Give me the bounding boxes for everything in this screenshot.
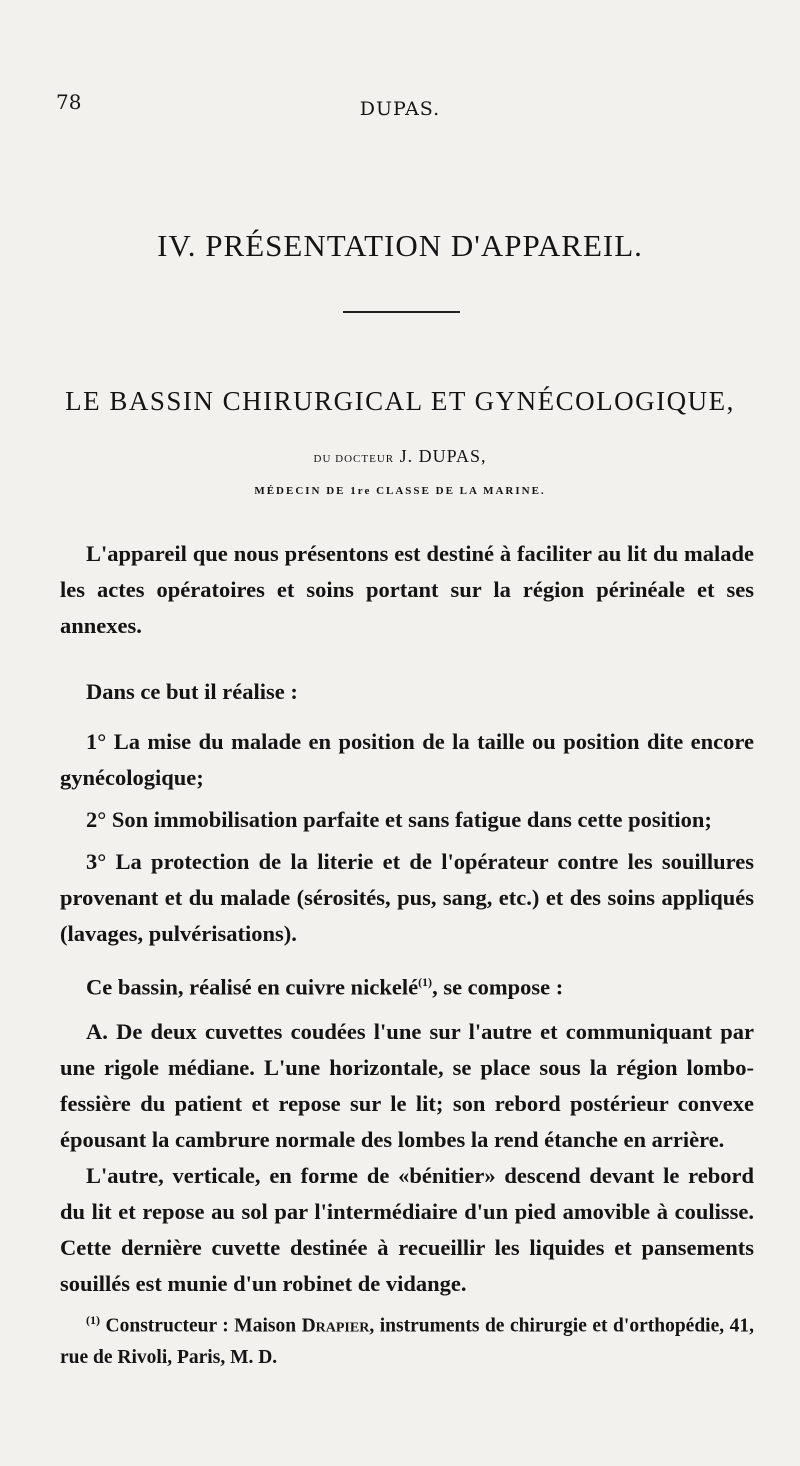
list-item-3: 3° La protection de la literie et de l'opérateur contre les souillures provenant et du malade (sérosités, pus, sang, etc.) et des soins appliqués (lavages, pulvérisations). [60,849,754,946]
paragraph-composition [60,964,754,1006]
paragraph-a: A. De deux cuvettes coudées l'une sur l'autre et communiquant par une rigole médiane. L'une horizontale, se place sous la région lombo-fessière du patient et repose sur le lit; son rebord postérieur convexe épousant la cambrure normale des lombes la rend étanche en arrière. [60,1018,754,1152]
page-number: 78 [56,90,82,114]
author-affiliation: MÉDECIN DE 1re CLASSE DE LA MARINE. [254,485,546,497]
list-item-2: 2° Son immobilisation parfaite et sans fatigue dans cette position; [86,807,712,832]
footnote-text-after: , instruments de chirurgie et d'orthopédie, 41, rue de Rivoli, Paris, M. D. [60,1315,755,1368]
footnote-text-before: Constructeur : Maison [105,1315,297,1337]
footnote-ref: (1) [418,975,433,989]
paragraph-purpose: Dans ce but il réalise : [86,679,298,704]
byline [0,446,800,467]
section-title: IV. PRÉSENTATION D'APPAREIL. [157,228,643,263]
paragraph-b: L'autre, verticale, en forme de «bénitier» descend devant le rebord du lit et repose au sol par l'intermédiaire d'un pied amovible à coulisse. Cette dernière cuvette destinée à recueillir les liquides et pansements souillés est munie d'un robinet de vidange. [60,1162,754,1296]
list-item-1: 1° La mise du malade en position de la taille ou position dite encore gynécologique; [60,729,754,790]
running-head: DUPAS. [359,98,441,120]
composition-text: Ce bassin, réalisé en cuivre nickelé [86,974,419,1000]
byline-prefix: DU DOCTEUR [313,453,395,465]
paragraph-intro: L'appareil que nous présentons est destiné à faciliter au lit du malade les actes opératoires et soins portant sur la région périnéale et ses annexes. [60,541,754,638]
composition-text-end: , se compose : [432,974,564,1000]
body-text [60,536,754,1302]
footnote-maker: Drapier [301,1315,370,1337]
byline-author: J. DUPAS, [399,446,487,466]
footnote-marker: (1) [86,1313,100,1327]
footnote [60,1305,754,1373]
article-title: LE BASSIN CHIRURGICAL ET GYNÉCOLOGIQUE, [65,386,735,416]
section-divider [343,311,460,313]
